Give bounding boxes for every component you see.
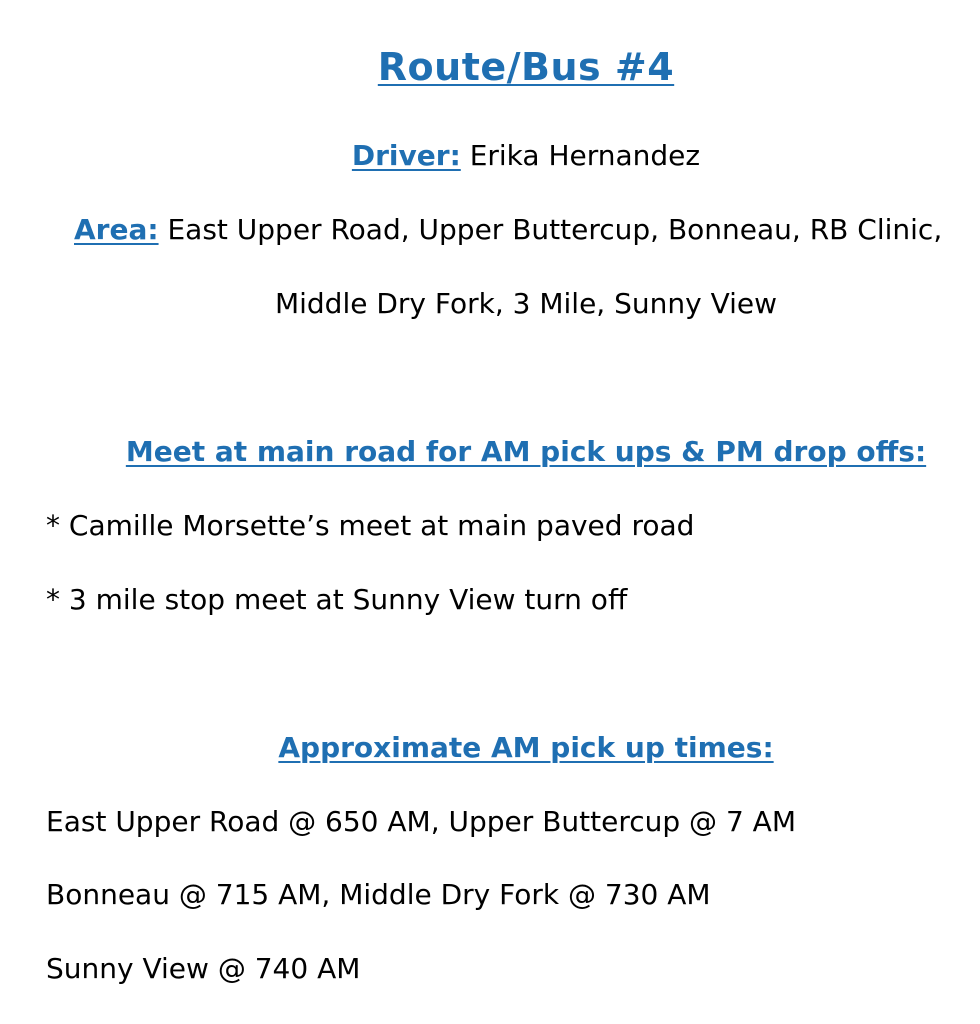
area-line-1 [74, 213, 942, 247]
times-heading: Approximate AM pick up times: [278, 731, 774, 764]
area-label: Area: [74, 213, 159, 246]
meet-heading: Meet at main road for AM pick ups & PM drop offs: [125, 435, 927, 468]
meet-item: * 3 mile stop meet at Sunny View turn off [46, 583, 628, 616]
area-text-1: East Upper Road, Upper Buttercup, Bonneau, RB Clinic, [167, 213, 943, 246]
driver-line [0, 139, 980, 173]
driver-label: Driver: [351, 139, 461, 172]
page-title: Route/Bus #4 [377, 45, 675, 89]
times-line: Bonneau @ 715 AM, Middle Dry Fork @ 730 AM [46, 878, 711, 911]
area-line-2: Middle Dry Fork, 3 Mile, Sunny View [274, 287, 778, 320]
driver-name: Erika Hernandez [469, 139, 701, 172]
meet-item: * Camille Morsette’s meet at main paved road [46, 509, 695, 542]
times-line: East Upper Road @ 650 AM, Upper Buttercup @ 7 AM [46, 805, 796, 838]
times-line: Sunny View @ 740 AM [46, 952, 361, 985]
